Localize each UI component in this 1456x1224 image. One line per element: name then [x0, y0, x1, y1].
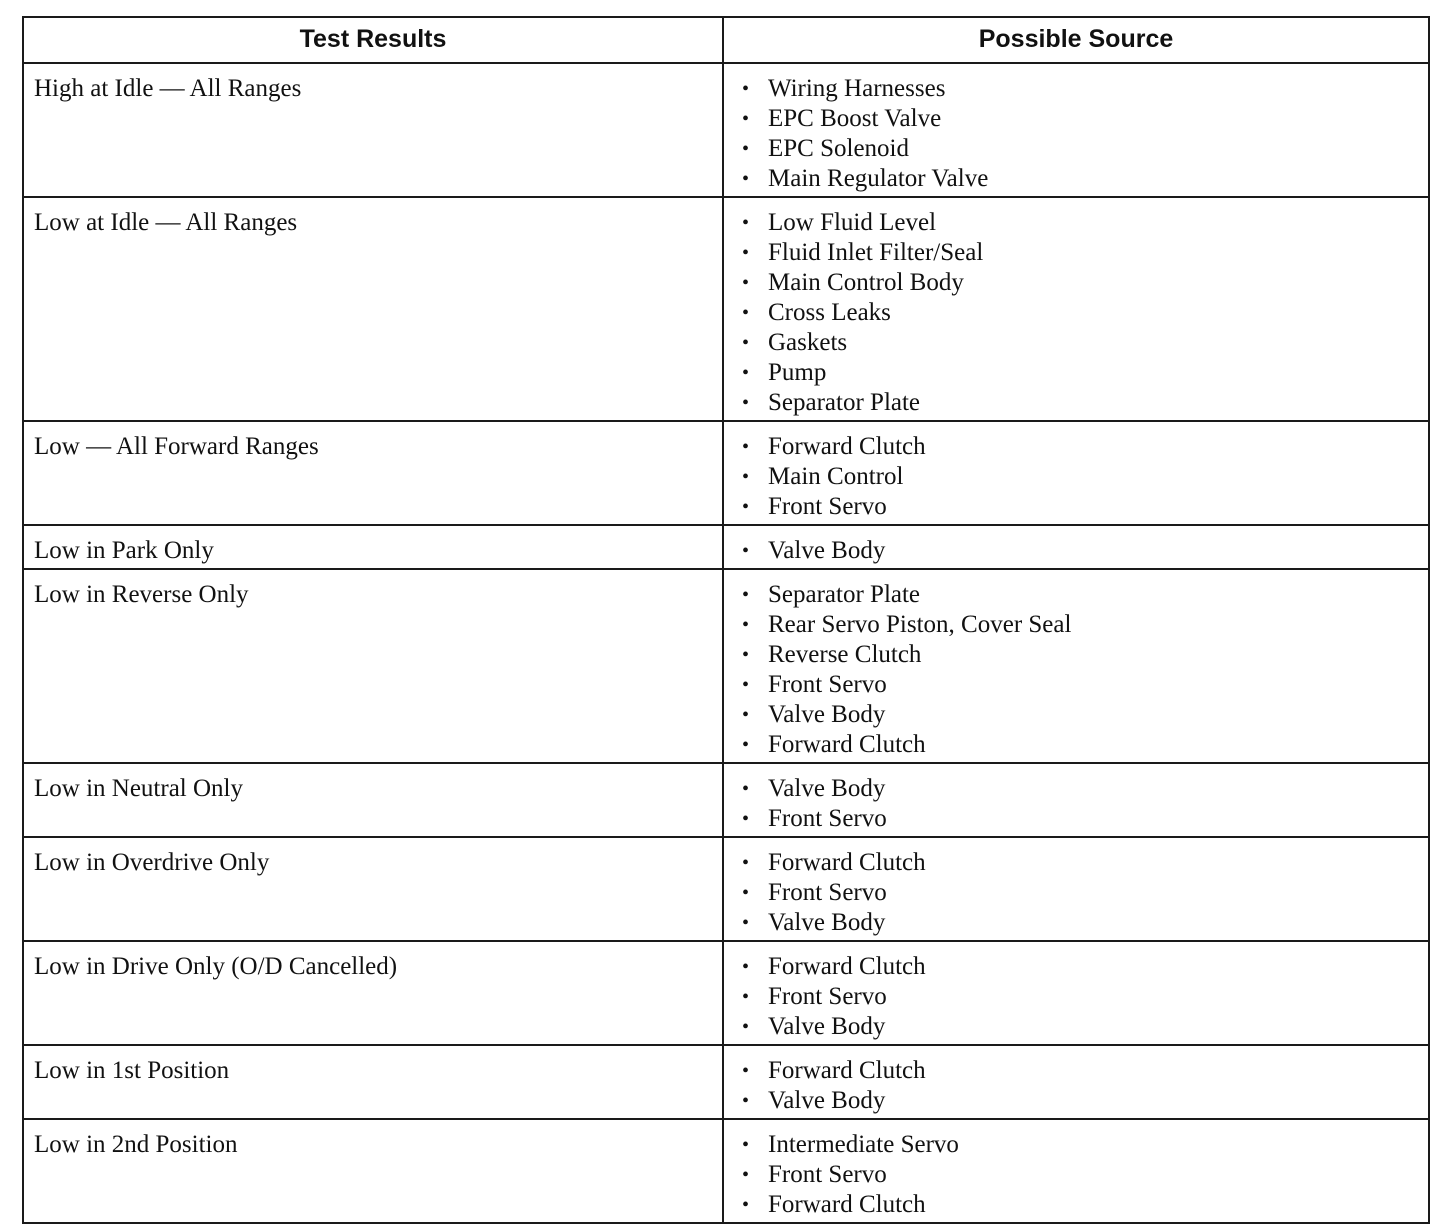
- table-header-row: [24, 18, 1428, 62]
- possible-source-cell: [724, 838, 1428, 940]
- source-text: Valve Body: [768, 701, 886, 728]
- possible-source-cell: [724, 1046, 1428, 1118]
- test-result-cell: Low in 1st Position: [24, 1046, 724, 1118]
- table-row: [24, 196, 1428, 420]
- bullet-icon: •: [742, 614, 750, 636]
- source-text: Cross Leaks: [768, 299, 891, 326]
- source-list-item: [738, 388, 1418, 418]
- table-row: [24, 1118, 1428, 1222]
- possible-source-cell: [724, 764, 1428, 836]
- source-list: [734, 526, 1418, 568]
- source-list-item: [738, 670, 1418, 700]
- source-list-item: [738, 878, 1418, 908]
- possible-source-cell: [724, 198, 1428, 420]
- source-list-item: [738, 1160, 1418, 1190]
- source-list: [734, 838, 1418, 940]
- source-list-item: [738, 164, 1418, 194]
- possible-source-cell: [724, 1120, 1428, 1222]
- bullet-icon: •: [742, 78, 750, 100]
- source-list-item: [738, 774, 1418, 804]
- bullet-icon: •: [742, 1016, 750, 1038]
- bullet-icon: •: [742, 778, 750, 800]
- source-text: Gaskets: [768, 329, 848, 356]
- source-text: EPC Solenoid: [768, 135, 909, 162]
- bullet-icon: •: [742, 496, 750, 518]
- bullet-icon: •: [742, 808, 750, 830]
- source-text: Main Control: [768, 463, 904, 490]
- test-result-cell: Low — All Forward Ranges: [24, 422, 724, 524]
- bullet-icon: •: [742, 956, 750, 978]
- table-row: [24, 568, 1428, 762]
- bullet-icon: •: [742, 272, 750, 294]
- table-row: [24, 1044, 1428, 1118]
- source-text: Valve Body: [768, 1087, 886, 1114]
- bullet-icon: •: [742, 644, 750, 666]
- source-list: [734, 64, 1418, 196]
- source-text: Front Servo: [768, 671, 887, 698]
- bullet-icon: •: [742, 882, 750, 904]
- bullet-icon: •: [742, 212, 750, 234]
- source-list-item: [738, 804, 1418, 834]
- header-test-results: Test Results: [24, 18, 724, 62]
- source-list-item: [738, 982, 1418, 1012]
- test-result-cell: Low in Park Only: [24, 526, 724, 568]
- source-list-item: [738, 208, 1418, 238]
- bullet-icon: •: [742, 540, 750, 562]
- bullet-icon: •: [742, 242, 750, 264]
- bullet-icon: •: [742, 392, 750, 414]
- source-list-item: [738, 358, 1418, 388]
- bullet-icon: •: [742, 302, 750, 324]
- source-list-item: [738, 298, 1418, 328]
- possible-source-cell: [724, 942, 1428, 1044]
- source-list-item: [738, 1130, 1418, 1160]
- source-text: Separator Plate: [768, 389, 921, 416]
- test-result-cell: Low in Reverse Only: [24, 570, 724, 762]
- source-list: [734, 422, 1418, 524]
- source-list-item: [738, 1056, 1418, 1086]
- source-list: [734, 1120, 1418, 1222]
- source-text: Forward Clutch: [768, 433, 926, 460]
- header-possible-source: Possible Source: [978, 25, 1174, 53]
- bullet-icon: •: [742, 1060, 750, 1082]
- source-list-item: [738, 952, 1418, 982]
- table-row: [24, 836, 1428, 940]
- source-list-item: [738, 610, 1418, 640]
- source-list-item: [738, 74, 1418, 104]
- source-list: [734, 570, 1418, 762]
- bullet-icon: •: [742, 852, 750, 874]
- source-list-item: [738, 848, 1418, 878]
- possible-source-cell: [724, 64, 1428, 196]
- source-list-item: [738, 432, 1418, 462]
- source-list-item: [738, 1086, 1418, 1116]
- table-row: [24, 62, 1428, 196]
- bullet-icon: •: [742, 986, 750, 1008]
- bullet-icon: •: [742, 108, 750, 130]
- source-text: Wiring Harnesses: [768, 75, 946, 102]
- bullet-icon: •: [742, 1164, 750, 1186]
- source-text: Main Control Body: [768, 269, 964, 296]
- source-list-item: [738, 700, 1418, 730]
- source-text: Valve Body: [768, 909, 886, 936]
- pressure-test-table: [22, 16, 1430, 1224]
- bullet-icon: •: [742, 584, 750, 606]
- table-row: [24, 940, 1428, 1044]
- table-row: [24, 762, 1428, 836]
- source-text: Front Servo: [768, 983, 887, 1010]
- source-text: Pump: [768, 359, 827, 386]
- source-list-item: [738, 268, 1418, 298]
- source-text: Front Servo: [768, 493, 887, 520]
- test-result-cell: Low at Idle — All Ranges: [24, 198, 724, 420]
- bullet-icon: •: [742, 362, 750, 384]
- source-text: Forward Clutch: [768, 953, 926, 980]
- possible-source-cell: [724, 422, 1428, 524]
- source-text: Low Fluid Level: [768, 209, 937, 236]
- source-text: Valve Body: [768, 1013, 886, 1040]
- source-list: [734, 942, 1418, 1044]
- source-list-item: [738, 640, 1418, 670]
- bullet-icon: •: [742, 734, 750, 756]
- possible-source-cell: [724, 526, 1428, 568]
- source-list-item: [738, 730, 1418, 760]
- source-text: Reverse Clutch: [768, 641, 922, 668]
- source-text: Front Servo: [768, 805, 887, 832]
- source-list-item: [738, 908, 1418, 938]
- table-row: [24, 420, 1428, 524]
- source-list-item: [738, 580, 1418, 610]
- source-text: Forward Clutch: [768, 731, 926, 758]
- table-row: [24, 524, 1428, 568]
- source-text: Main Regulator Valve: [768, 165, 989, 192]
- source-text: Fluid Inlet Filter/Seal: [768, 239, 984, 266]
- bullet-icon: •: [742, 466, 750, 488]
- bullet-icon: •: [742, 1090, 750, 1112]
- source-list-item: [738, 1190, 1418, 1220]
- bullet-icon: •: [742, 674, 750, 696]
- test-result-cell: Low in Neutral Only: [24, 764, 724, 836]
- source-list-item: [738, 1012, 1418, 1042]
- bullet-icon: •: [742, 168, 750, 190]
- bullet-icon: •: [742, 912, 750, 934]
- test-result-cell: Low in Drive Only (O/D Cancelled): [24, 942, 724, 1044]
- source-text: Intermediate Servo: [768, 1131, 959, 1158]
- source-text: Rear Servo Piston, Cover Seal: [768, 611, 1072, 638]
- source-list: [734, 198, 1418, 420]
- source-list-item: [738, 462, 1418, 492]
- source-list-item: [738, 134, 1418, 164]
- source-text: Forward Clutch: [768, 849, 926, 876]
- test-result-cell: Low in 2nd Position: [24, 1120, 724, 1222]
- source-text: Front Servo: [768, 879, 887, 906]
- possible-source-cell: [724, 570, 1428, 762]
- bullet-icon: •: [742, 332, 750, 354]
- bullet-icon: •: [742, 1194, 750, 1216]
- source-list-item: [738, 492, 1418, 522]
- source-list-item: [738, 536, 1418, 566]
- source-text: Front Servo: [768, 1161, 887, 1188]
- table-body: [24, 62, 1428, 1222]
- source-list: [734, 764, 1418, 836]
- source-text: Forward Clutch: [768, 1191, 926, 1218]
- bullet-icon: •: [742, 138, 750, 160]
- source-text: Forward Clutch: [768, 1057, 926, 1084]
- bullet-icon: •: [742, 704, 750, 726]
- source-text: Valve Body: [768, 775, 886, 802]
- source-list-item: [738, 238, 1418, 268]
- test-result-cell: Low in Overdrive Only: [24, 838, 724, 940]
- source-list-item: [738, 104, 1418, 134]
- source-text: EPC Boost Valve: [768, 105, 942, 132]
- source-text: Separator Plate: [768, 581, 921, 608]
- test-result-cell: High at Idle — All Ranges: [24, 64, 724, 196]
- bullet-icon: •: [742, 436, 750, 458]
- source-list-item: [738, 328, 1418, 358]
- bullet-icon: •: [742, 1134, 750, 1156]
- source-list: [734, 1046, 1418, 1118]
- source-text: Valve Body: [768, 537, 886, 564]
